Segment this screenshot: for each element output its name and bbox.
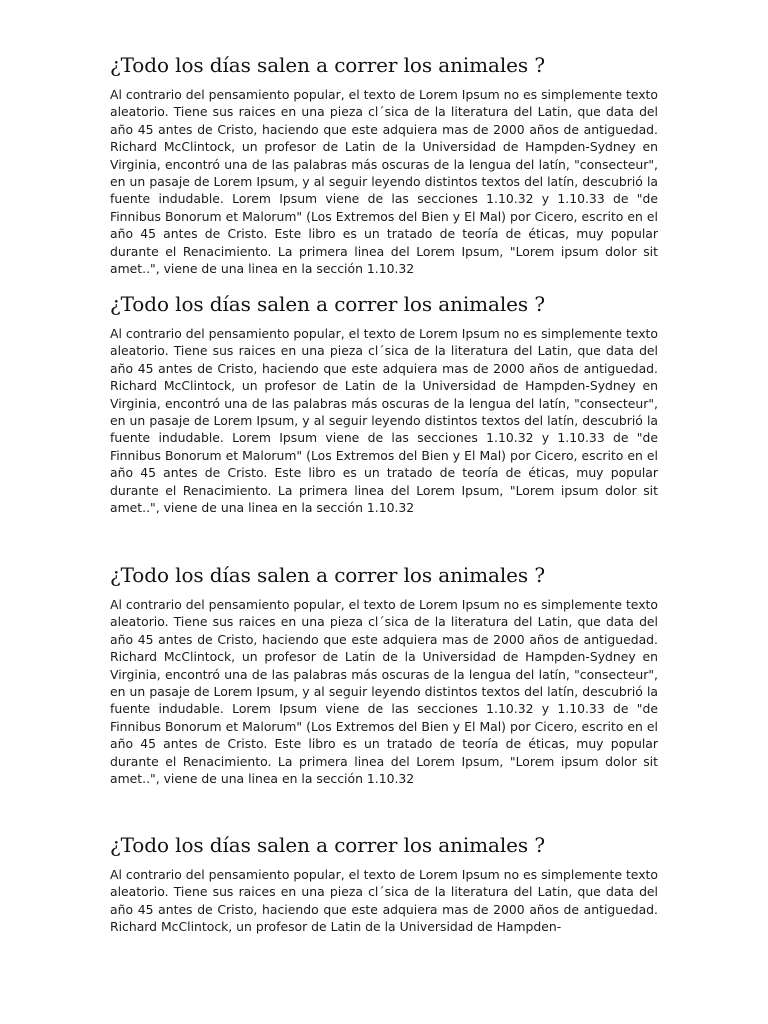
article-section	[110, 832, 658, 936]
section-paragraph: Al contrario del pensamiento popular, el texto de Lorem Ipsum no es simplemente texto aleatorio. Tiene sus raices en una pieza cl´sica de la literatura del Latin, que data del año 45 antes de Cristo, haciendo que este adquiera mas de 2000 años de antiguedad. Richard McClintock, un profesor de Latin de la Universidad de Hampden-Sydney en Virginia, encontró una de las palabras más oscuras de la lengua del latín, "consecteur", en un pasaje de Lorem Ipsum, y al seguir leyendo distintos textos del latín, descubrió la fuente indudable. Lorem Ipsum viene de las secciones 1.10.32 y 1.10.33 de "de Finnibus Bonorum et Malorum" (Los Extremos del Bien y El Mal) por Cicero, escrito en el año 45 antes de Cristo. Este libro es un tratado de teoría de éticas, muy popular durante el Renacimiento. La primera linea del Lorem Ipsum, "Lorem ipsum dolor sit amet..", viene de una linea en la sección 1.10.32	[110, 87, 658, 277]
article-section	[110, 291, 658, 516]
section-paragraph: Al contrario del pensamiento popular, el texto de Lorem Ipsum no es simplemente texto aleatorio. Tiene sus raices en una pieza cl´sica de la literatura del Latin, que data del año 45 antes de Cristo, haciendo que este adquiera mas de 2000 años de antiguedad. Richard McClintock, un profesor de Latin de la Universidad de Hampden-Sydney en Virginia, encontró una de las palabras más oscuras de la lengua del latín, "consecteur", en un pasaje de Lorem Ipsum, y al seguir leyendo distintos textos del latín, descubrió la fuente indudable. Lorem Ipsum viene de las secciones 1.10.32 y 1.10.33 de "de Finnibus Bonorum et Malorum" (Los Extremos del Bien y El Mal) por Cicero, escrito en el año 45 antes de Cristo. Este libro es un tratado de teoría de éticas, muy popular durante el Renacimiento. La primera linea del Lorem Ipsum, "Lorem ipsum dolor sit amet..", viene de una linea en la sección 1.10.32	[110, 326, 658, 516]
section-paragraph: Al contrario del pensamiento popular, el texto de Lorem Ipsum no es simplemente texto aleatorio. Tiene sus raices en una pieza cl´sica de la literatura del Latin, que data del año 45 antes de Cristo, haciendo que este adquiera mas de 2000 años de antiguedad. Richard McClintock, un profesor de Latin de la Universidad de Hampden-	[110, 867, 658, 935]
section-heading: ¿Todo los días salen a correr los animales ?	[110, 53, 545, 77]
section-heading: ¿Todo los días salen a correr los animales ?	[110, 292, 545, 316]
article-section	[110, 52, 658, 277]
section-heading: ¿Todo los días salen a correr los animales ?	[110, 833, 545, 857]
section-heading: ¿Todo los días salen a correr los animales ?	[110, 563, 545, 587]
article-section	[110, 562, 658, 787]
section-paragraph: Al contrario del pensamiento popular, el texto de Lorem Ipsum no es simplemente texto aleatorio. Tiene sus raices en una pieza cl´sica de la literatura del Latin, que data del año 45 antes de Cristo, haciendo que este adquiera mas de 2000 años de antiguedad. Richard McClintock, un profesor de Latin de la Universidad de Hampden-Sydney en Virginia, encontró una de las palabras más oscuras de la lengua del latín, "consecteur", en un pasaje de Lorem Ipsum, y al seguir leyendo distintos textos del latín, descubrió la fuente indudable. Lorem Ipsum viene de las secciones 1.10.32 y 1.10.33 de "de Finnibus Bonorum et Malorum" (Los Extremos del Bien y El Mal) por Cicero, escrito en el año 45 antes de Cristo. Este libro es un tratado de teoría de éticas, muy popular durante el Renacimiento. La primera linea del Lorem Ipsum, "Lorem ipsum dolor sit amet..", viene de una linea en la sección 1.10.32	[110, 597, 658, 787]
